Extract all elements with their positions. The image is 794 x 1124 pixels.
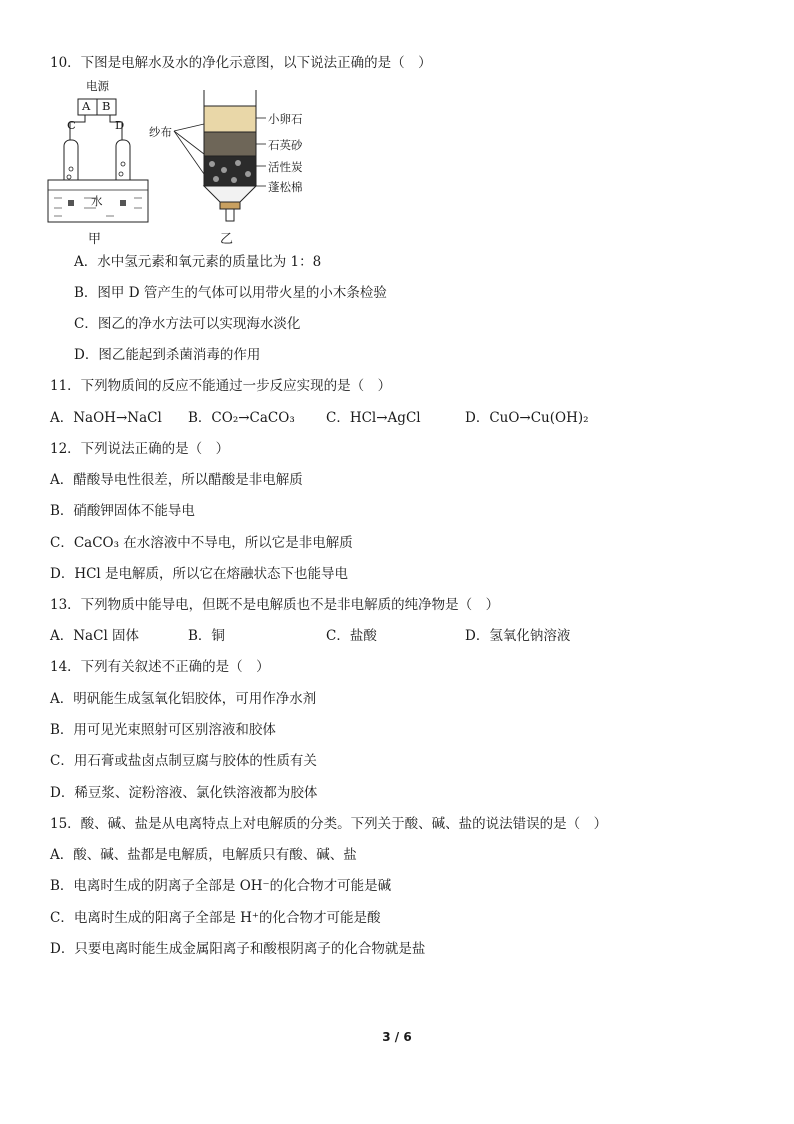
q15-option-b: B．电离时生成的阴离子全部是 OH⁻的化合物才可能是碱 [50,878,392,894]
q15-option-c: C．电离时生成的阳离子全部是 H⁺的化合物才可能是酸 [50,910,381,926]
caption-jia: 甲 [88,232,102,247]
label-cotton: 蓬松棉 [268,180,303,194]
label-pebble: 小卵石 [268,112,303,126]
q12-stem: 12．下列说法正确的是（ ） [50,441,230,457]
q10-option-c: C．图乙的净水方法可以实现海水淡化 [74,316,301,332]
q14-stem: 14．下列有关叙述不正确的是（ ） [50,659,270,675]
q14-option-b: B．用可见光束照射可区别溶液和胶体 [50,722,276,738]
tube-c-label: C [67,118,76,132]
q15-option-a: A．酸、碱、盐都是电解质，电解质只有酸、碱、盐 [50,847,357,863]
label-sand: 石英砂 [268,138,303,152]
q14-option-a: A．明矾能生成氢氧化铝胶体，可用作净水剂 [50,691,317,707]
q13-stem: 13．下列物质中能导电，但既不是电解质也不是非电解质的纯净物是（ ） [50,597,500,613]
q11-option-d: D．CuO→Cu(OH)₂ [465,410,589,426]
layer-carbon [204,156,256,186]
q13-option-b: B．铜 [188,628,225,644]
q10-option-d: D．图乙能起到杀菌消毒的作用 [74,347,261,363]
q11-option-c: C．HCl→AgCl [326,410,421,426]
q12-option-a: A．醋酸导电性很差，所以醋酸是非电解质 [50,472,303,488]
q10-option-b: B．图甲 D 管产生的气体可以用带火星的小木条检验 [74,285,387,301]
q10-figure [40,79,310,254]
q13-option-d: D．氢氧化钠溶液 [465,628,571,644]
electrode-b-label: B [102,99,111,113]
layer-pebble [204,106,256,132]
page-number: 3 / 6 [382,1030,412,1044]
q13-option-c: C．盐酸 [326,628,377,644]
q12-option-d: D．HCl 是电解质，所以它在熔融状态下也能导电 [50,566,349,582]
label-carbon: 活性炭 [268,160,303,174]
tube-d-label: D [115,118,125,132]
caption-yi: 乙 [220,232,234,247]
q11-option-b: B．CO₂→CaCO₃ [188,410,295,426]
q15-option-d: D．只要电离时能生成金属阳离子和酸根阴离子的化合物就是盐 [50,941,426,957]
label-gauze: 纱布 [149,125,172,139]
water-label: 水 [91,194,103,208]
q11-option-a: A．NaOH→NaCl [50,410,162,426]
q13-option-a: A．NaCl 固体 [50,628,140,644]
q12-option-c: C．CaCO₃ 在水溶液中不导电，所以它是非电解质 [50,535,353,551]
q14-option-d: D．稀豆浆、淀粉溶液、氯化铁溶液都为胶体 [50,785,318,801]
q10-stem: 10．下图是电解水及水的净化示意图，以下说法正确的是（ ） [50,55,432,71]
layer-sand [204,132,256,156]
q10-option-a: A．水中氢元素和氧元素的质量比为 1：8 [74,254,322,270]
electrode-a-label: A [82,99,91,113]
q11-stem: 11．下列物质间的反应不能通过一步反应实现的是（ ） [50,378,392,394]
q14-option-c: C．用石膏或盐卤点制豆腐与胶体的性质有关 [50,753,317,769]
layer-cotton [204,186,256,202]
q15-stem: 15．酸、碱、盐是从电离特点上对电解质的分类。下列关于酸、碱、盐的说法错误的是（ ） [50,816,608,832]
power-label: 电源 [86,79,109,93]
q12-option-b: B．硝酸钾固体不能导电 [50,503,195,519]
